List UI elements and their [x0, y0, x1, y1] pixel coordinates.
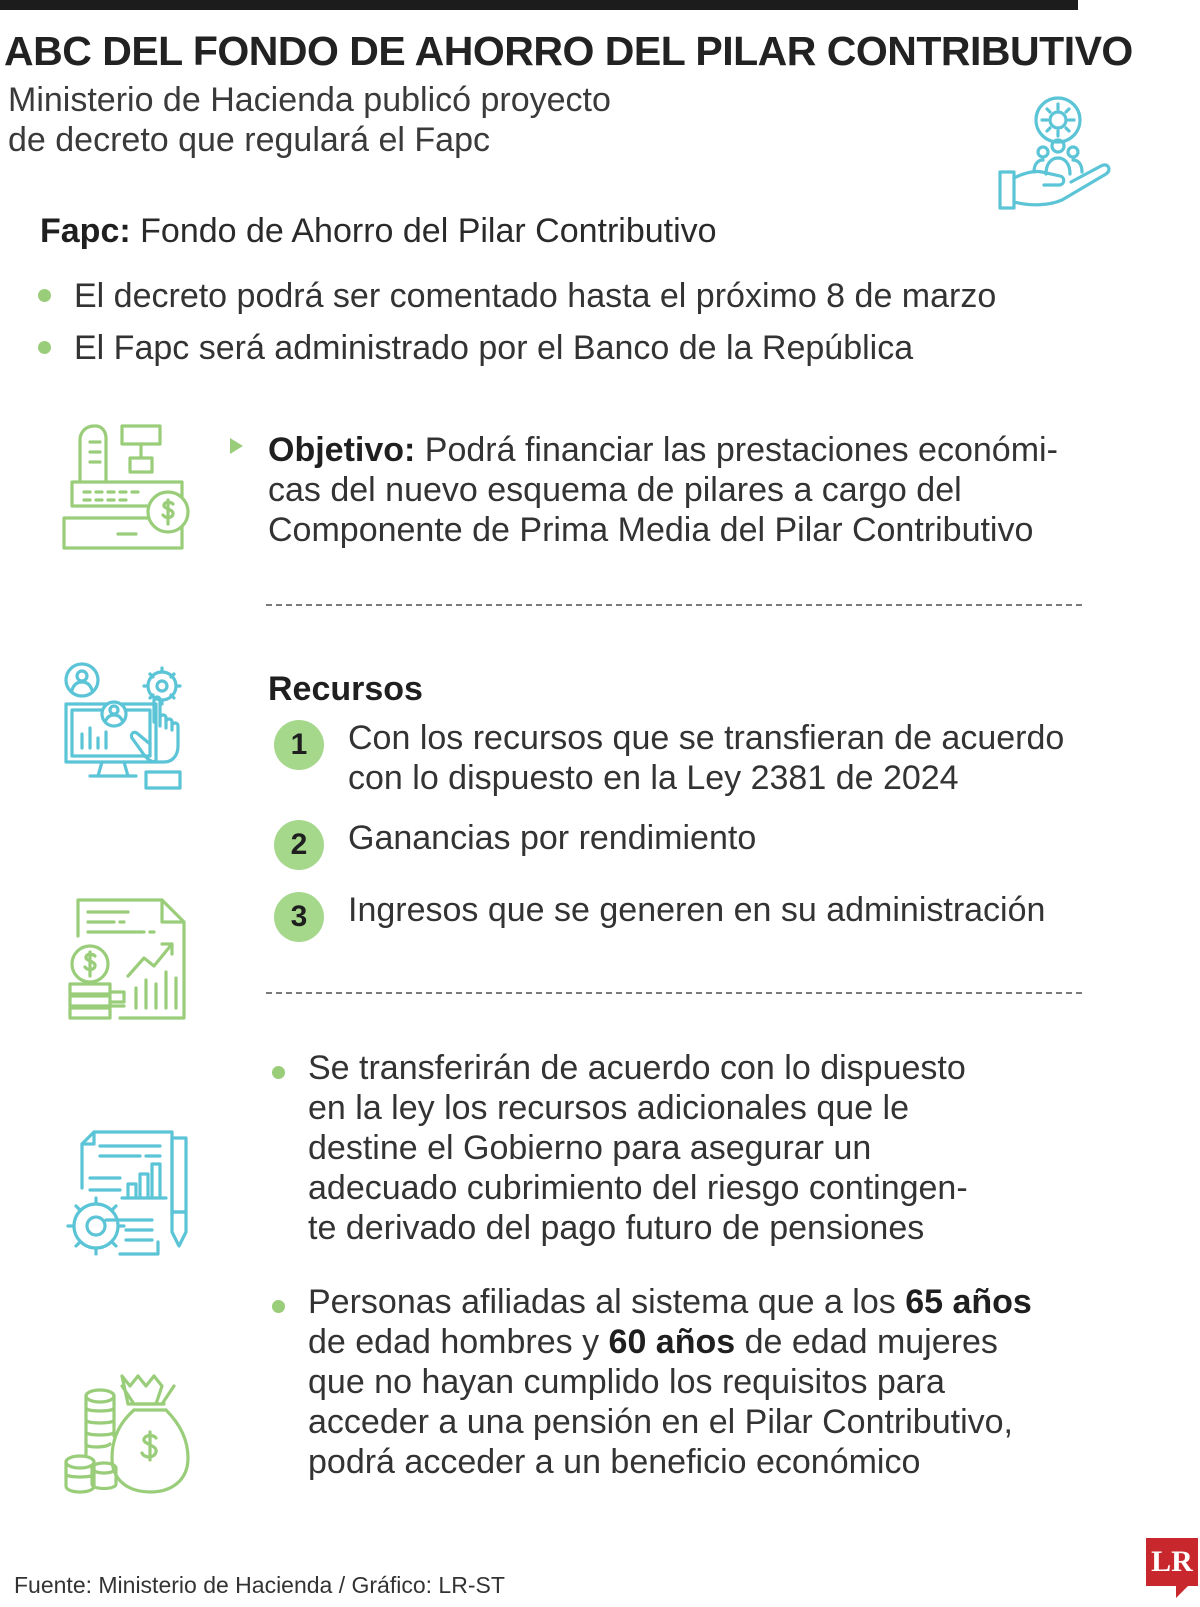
list-item-line: Con los recursos que se transfieran de acuerdo	[348, 719, 1065, 757]
bullet-dot-icon	[38, 341, 51, 354]
paragraph-line: acceder a una pensión en el Pilar Contributivo,	[308, 1403, 1013, 1441]
objetivo-section	[230, 430, 1110, 550]
source-credit: Fuente: Ministerio de Hacienda / Gráfico: LR-ST	[14, 1572, 505, 1598]
subtitle-line: Ministerio de Hacienda publicó proyecto	[8, 81, 611, 119]
objetivo-line: Podrá financiar las prestaciones económi-	[415, 431, 1058, 469]
list-item-text: El decreto podrá ser comentado hasta el próximo 8 de marzo	[74, 277, 997, 315]
list-item	[38, 322, 996, 374]
bullet-dot-icon	[272, 1300, 285, 1313]
fapc-label: Fapc:	[40, 212, 131, 250]
bullet-dot-icon	[272, 1066, 285, 1079]
section-divider	[266, 604, 1082, 606]
paragraph-line: destine el Gobierno para asegurar un	[308, 1129, 872, 1167]
recursos-title: Recursos	[268, 670, 423, 708]
paragraph-line: podrá acceder a un beneficio económico	[308, 1443, 921, 1481]
number-badge: 3	[274, 892, 324, 942]
bullet-dot-icon	[38, 289, 51, 302]
list-item-text	[348, 718, 1094, 798]
paragraph-line: adecuado cubrimiento del riesgo contingen-	[308, 1169, 968, 1207]
subtitle-line: de decreto que regulará el Fapc	[8, 121, 490, 159]
fapc-definition-text: Fondo de Ahorro del Pilar Contributivo	[140, 212, 717, 250]
text-segment: de edad mujeres	[735, 1323, 998, 1361]
highlights-list	[38, 270, 996, 374]
text-segment: de edad hombres y	[308, 1323, 609, 1361]
objetivo-label: Objetivo:	[268, 431, 416, 469]
objetivo-line: cas del nuevo esquema de pilares a cargo del	[268, 471, 962, 509]
monitor-user-gear-icon	[62, 660, 194, 792]
paragraph-line	[308, 1282, 1052, 1322]
beneficio-economico-paragraph	[272, 1282, 1052, 1482]
list-item	[274, 890, 1094, 933]
list-item-text: Ganancias por rendimiento	[348, 819, 757, 857]
age-women-highlight: 60 años	[608, 1323, 736, 1361]
recursos-adicionales-paragraph	[272, 1048, 1052, 1248]
list-item-text: El Fapc será administrado por el Banco de la República	[74, 329, 914, 367]
text-segment: Personas afiliadas al sistema que a los	[308, 1283, 906, 1321]
top-rule	[0, 0, 1078, 10]
objetivo-line: Componente de Prima Media del Pilar Contributivo	[268, 511, 1034, 549]
section-divider	[266, 992, 1082, 994]
triangle-marker-icon	[230, 438, 243, 454]
report-gear-pencil-icon	[60, 1128, 198, 1260]
list-item	[274, 818, 1094, 861]
lr-logo: LR	[1146, 1538, 1198, 1586]
paragraph-line: en la ley los recursos adicionales que le	[308, 1089, 910, 1127]
number-badge: 2	[274, 820, 324, 870]
age-men-highlight: 65 años	[905, 1283, 1032, 1321]
hand-people-gear-icon	[996, 94, 1120, 214]
page-subtitle	[8, 80, 708, 160]
paragraph-text	[308, 1048, 1052, 1248]
money-bag-coins-icon	[62, 1368, 194, 1498]
paragraph-line: que no hayan cumplido los requisitos para	[308, 1363, 945, 1401]
paragraph-text	[308, 1282, 1052, 1482]
list-item-text: Ingresos que se generen en su administración	[348, 891, 1046, 929]
number-badge: 1	[274, 720, 324, 770]
paragraph-line	[308, 1322, 1052, 1362]
list-item	[38, 270, 996, 322]
objetivo-text	[268, 430, 1110, 550]
cash-register-icon	[60, 422, 194, 556]
paragraph-line: Se transferirán de acuerdo con lo dispuesto	[308, 1049, 966, 1087]
lr-logo-tail	[1176, 1586, 1188, 1598]
list-item-line: con lo dispuesto en la Ley 2381 de 2024	[348, 759, 959, 797]
paragraph-line: te derivado del pago futuro de pensiones	[308, 1209, 925, 1247]
financial-report-icon	[64, 896, 192, 1022]
page-title: ABC DEL FONDO DE AHORRO DEL PILAR CONTRIBUTIVO	[4, 28, 1133, 74]
list-item	[274, 718, 1094, 798]
fapc-definition	[40, 212, 717, 251]
